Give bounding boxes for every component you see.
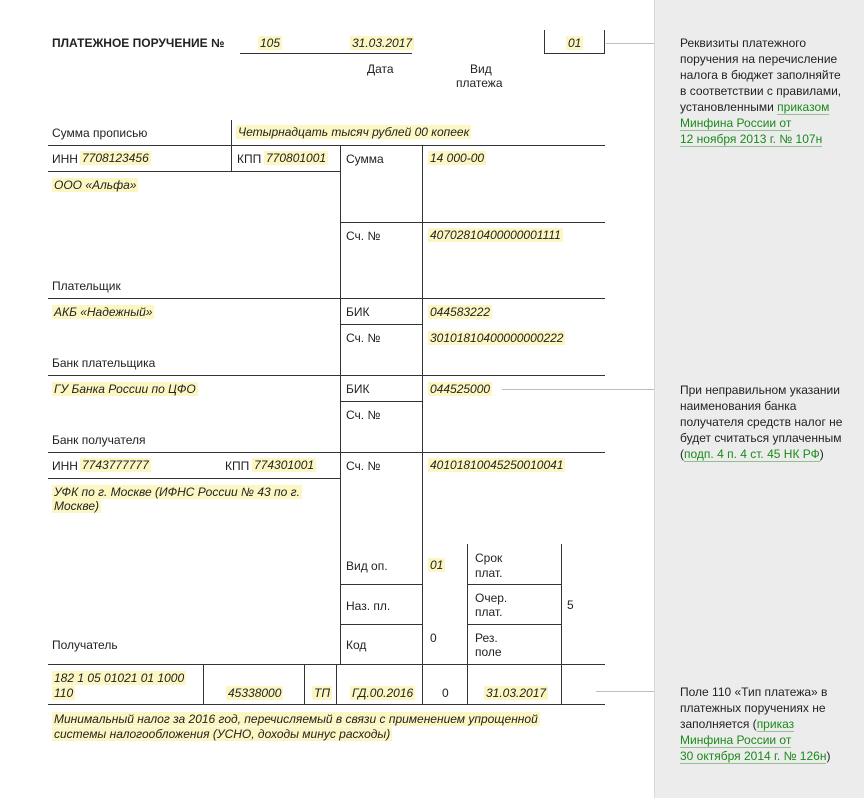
note-bank-name	[680, 382, 852, 462]
row-line-4	[48, 452, 605, 453]
kod-value: 0	[430, 631, 437, 645]
row-line-1	[48, 145, 605, 146]
kod-label: Код	[346, 638, 367, 652]
note-text: Реквизиты платежного	[680, 36, 807, 50]
recipient-inn-label: ИНН	[52, 459, 78, 473]
recipient-kpp-label: КПП	[225, 459, 250, 473]
number-date-underline	[240, 53, 412, 54]
link-order-107n[interactable]: приказом	[777, 100, 830, 114]
payer-account-label: Сч. №	[346, 229, 381, 243]
naz-pl-label: Наз. пл.	[346, 599, 391, 613]
amount-words-label: Сумма прописью	[52, 126, 148, 140]
note-text: в соответствии с правилами,	[680, 84, 842, 98]
note-text: налога в бюджет заполняйте	[680, 68, 841, 82]
row-line-2	[48, 298, 605, 299]
oktmo: 45338000	[228, 686, 282, 700]
recipient-inn-bottom	[48, 478, 340, 479]
note-payment-type	[680, 684, 852, 764]
payer-bik-bottom	[340, 324, 422, 325]
rez-label-2: поле	[475, 645, 502, 659]
link-order-107n-3[interactable]: 12 ноября 2013 г. № 107н	[680, 132, 823, 146]
payer-inn-bottom	[48, 171, 340, 172]
recipient-inn: 7743777777	[82, 458, 149, 472]
tax-v1	[203, 664, 204, 704]
link-order-126n-3[interactable]: 30 октября 2014 г. № 126н	[680, 749, 827, 763]
recipient-bank-name: ГУ Банка России по ЦФО	[54, 382, 196, 396]
tax-v3	[336, 664, 337, 704]
payer-bank-label: Банк плательщика	[52, 356, 156, 370]
payer-name: ООО «Альфа»	[54, 178, 137, 192]
payer-bank-name: АКБ «Надежный»	[54, 305, 153, 319]
srok-label-2: плат.	[475, 566, 503, 580]
payer-label: Плательщик	[52, 279, 121, 293]
recipient-bik-label: БИК	[346, 382, 370, 396]
link-order-107n-2[interactable]: Минфина России от	[680, 116, 792, 130]
note-text: получателя средств налог не	[680, 415, 843, 429]
row-line-6	[48, 704, 605, 705]
recipient-account-label: Сч. №	[346, 459, 381, 473]
doc-number: 0	[442, 686, 449, 700]
vid-op-label: Вид оп.	[346, 559, 388, 573]
note-text: Поле 110 «Тип платежа» в	[680, 685, 828, 699]
vid-op-bottom	[340, 584, 422, 585]
order-number: 105	[260, 36, 281, 50]
recipient-kpp: 774301001	[254, 458, 315, 472]
callout-line-2	[502, 389, 676, 390]
code-box-left	[544, 30, 545, 54]
note-text: )	[819, 447, 824, 461]
payer-bik-label: БИК	[346, 305, 370, 319]
payer-kpp: 770801001	[266, 151, 327, 165]
note-text: поручения на перечисление	[680, 52, 838, 66]
payment-kind-code: 01	[568, 36, 582, 50]
payer-inn: 7708123456	[82, 151, 149, 165]
vid-op-value: 01	[430, 558, 444, 572]
note-text: будет считаться уплаченным	[680, 431, 842, 445]
srok-bottom	[467, 584, 561, 585]
note-requisites	[680, 35, 852, 147]
form-title: ПЛАТЕЖНОЕ ПОРУЧЕНИЕ №	[52, 36, 225, 50]
ocher-value: 5	[567, 598, 574, 612]
recipient-label: Получатель	[52, 638, 118, 652]
naz-pl-bottom	[340, 624, 422, 625]
sum-bottom	[340, 222, 605, 223]
payer-bank-account-label: Сч. №	[346, 331, 381, 345]
order-date: 31.03.2017	[352, 36, 413, 50]
kind-label-2: платежа	[456, 76, 503, 90]
date-label: Дата	[367, 62, 394, 76]
note-text: платежных поручениях не	[680, 701, 826, 715]
payer-bik: 044583222	[430, 305, 491, 319]
amount-words-value: Четырнадцать тысяч рублей 00 копеек	[238, 125, 470, 139]
code-box-underline	[544, 53, 604, 54]
payer-account: 40702810400000001111	[430, 228, 561, 242]
note-text: При неправильном указании	[680, 383, 840, 397]
payer-inn-divider	[231, 145, 232, 171]
rez-label: Рез.	[475, 631, 498, 645]
payer-bank-account: 30101810400000000222	[430, 331, 564, 345]
recipient-account: 40101810045250010041	[430, 458, 564, 472]
ocher-label: Очер.	[475, 591, 508, 605]
link-tax-code[interactable]: подп. 4 п. 4 ст. 45 НК РФ	[684, 447, 820, 461]
tax-v4	[422, 664, 423, 704]
codes-vertical-1	[422, 546, 423, 664]
ocher-label-2: плат.	[475, 605, 503, 619]
code-box-right	[604, 30, 605, 54]
main-vertical-1	[340, 145, 341, 453]
note-text: )	[826, 749, 831, 763]
tax-v2	[304, 664, 305, 704]
note-text: (	[680, 447, 684, 461]
tax-v5	[467, 664, 468, 704]
link-order-126n[interactable]: приказ	[756, 717, 795, 731]
tax-basis: ТП	[314, 686, 331, 700]
kbk-line2: 110	[54, 686, 74, 700]
doc-date: 31.03.2017	[486, 686, 547, 700]
kbk-line1: 182 1 05 01021 01 1000	[54, 671, 185, 685]
tax-period: ГД.00.2016	[352, 686, 414, 700]
recipient-bank-label: Банк получателя	[52, 433, 146, 447]
codes-vertical-3	[561, 544, 562, 664]
kind-label: Вид	[470, 62, 492, 76]
main-vertical-2	[422, 145, 423, 453]
amount-words-divider	[231, 120, 232, 145]
codes-vertical-2	[467, 544, 468, 664]
tax-v6	[561, 664, 562, 704]
ocher-bottom	[467, 624, 561, 625]
payer-kpp-label: КПП	[237, 152, 262, 166]
row-line-3	[48, 375, 605, 376]
payer-inn-label: ИНН	[52, 152, 78, 166]
note-text: заполняется (	[680, 717, 757, 731]
recipient-vertical-2a	[422, 452, 423, 546]
link-order-126n-2[interactable]: Минфина России от	[680, 733, 792, 747]
note-text: установленными	[680, 100, 774, 114]
recipient-bik-bottom	[340, 401, 422, 402]
recipient-name-line2: Москве)	[54, 499, 100, 513]
recipient-bank-account-label: Сч. №	[346, 408, 381, 422]
note-text: наименования банка	[680, 399, 797, 413]
sum-value: 14 000-00	[430, 151, 485, 165]
purpose-line1: Минимальный налог за 2016 год, перечисляемый в связи с применением упрощенной	[54, 712, 538, 726]
srok-label: Срок	[475, 551, 503, 565]
recipient-bik: 044525000	[430, 382, 491, 396]
recipient-name-line1: УФК по г. Москве (ИФНС России № 43 по г.	[54, 485, 300, 499]
purpose-line2: системы налогообложения (УСНО, доходы минус расходы)	[54, 727, 391, 741]
sum-label: Сумма	[346, 152, 384, 166]
recipient-vertical-1	[340, 452, 341, 664]
row-line-5	[48, 664, 605, 665]
